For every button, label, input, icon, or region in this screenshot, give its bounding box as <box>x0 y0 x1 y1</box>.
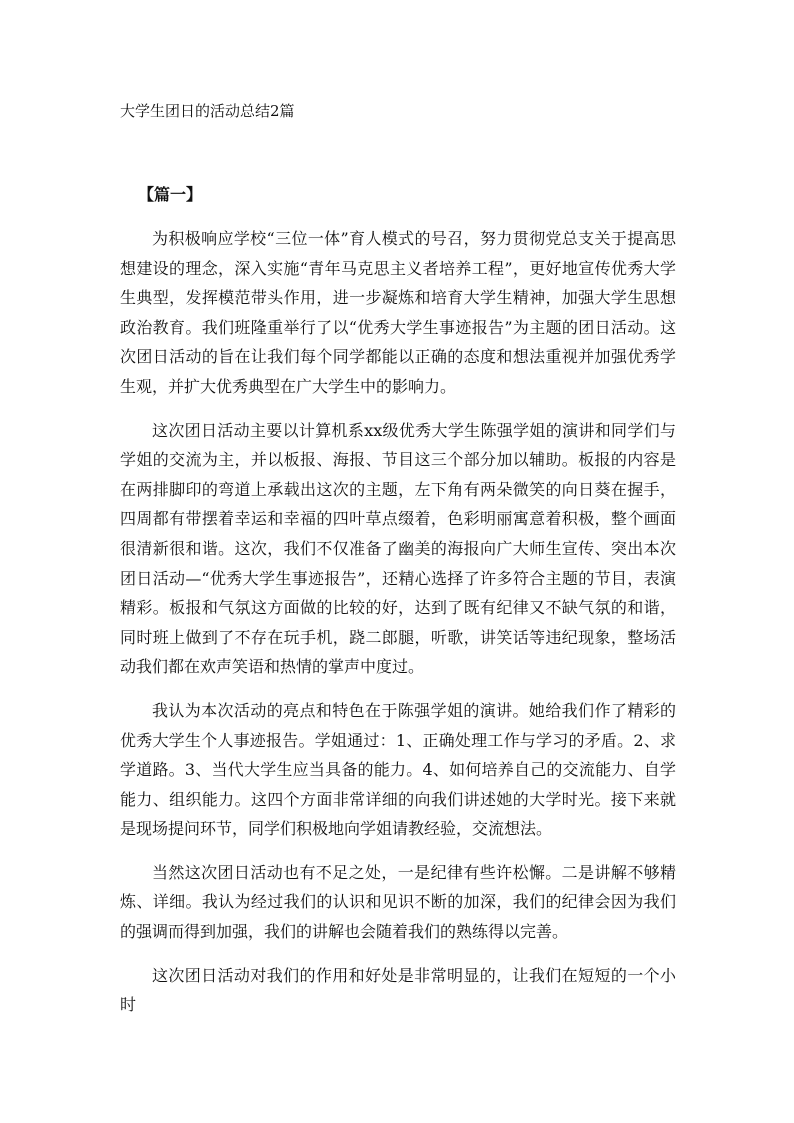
paragraph: 当然这次团日活动也有不足之处，一是纪律有些许松懈。二是讲解不够精炼、详细。我认为经过我们的认识和见识不断的加深，我们的纪律会因为我们的强调而得到加强，我们的讲解也会随着我们的熟练得以完善。 <box>120 862 676 942</box>
document-body <box>120 224 676 1034</box>
paragraph: 我认为本次活动的亮点和特色在于陈强学姐的演讲。她给我们作了精彩的优秀大学生个人事迹报告。学姐通过：1、正确处理工作与学习的矛盾。2、求学道路。3、当代大学生应当具备的能力。4、如何培养自己的交流能力、自学能力、组织能力。这四个方面非常详细的向我们讲述她的大学时光。接下来就是现场提问环节，同学们积极地向学姐请教经验，交流想法。 <box>120 700 676 839</box>
document-title: 大学生团日的活动总结2篇 <box>120 102 295 120</box>
paragraph: 这次团日活动对我们的作用和好处是非常明显的，让我们在短短的一个小时 <box>120 965 676 1015</box>
paragraph: 这次团日活动主要以计算机系xx级优秀大学生陈强学姐的演讲和同学们与学姐的交流为主，并以板报、海报、节目这三个部分加以辅助。板报的内容是在两排脚印的弯道上承载出这次的主题，左下角有两朵微笑的向日葵在握手，四周都有带摆着幸运和幸福的四叶草点缀着，色彩明丽寓意着积极，整个画面很清新很和谐。这次，我们不仅准备了幽美的海报向广大师生宣传、突出本次团日活动—“优秀大学生事迹报告”，还精心选择了许多符合主题的节目，表演精彩。板报和气氛这方面做的比较的好，达到了既有纪律又不缺气氛的和谐，同时班上做到了不存在玩手机，跷二郎腿，听歌，讲笑话等违纪现象，整场活动我们都在欢声笑语和热情的掌声中度过。 <box>120 420 676 677</box>
section-heading: 【篇一】 <box>138 185 203 204</box>
paragraph: 为积极响应学校“三位一体”育人模式的号召，努力贯彻党总支关于提高思想建设的理念，深入实施“青年马克思主义者培养工程”，更好地宣传优秀大学生典型，发挥模范带头作用，进一步凝炼和培育大学生精神，加强大学生思想政治教育。我们班隆重举行了以“优秀大学生事迹报告”为主题的团日活动。这次团日活动的旨在让我们每个同学都能以正确的态度和想法重视并加强优秀学生观，并扩大优秀典型在广大学生中的影响力。 <box>120 229 676 396</box>
